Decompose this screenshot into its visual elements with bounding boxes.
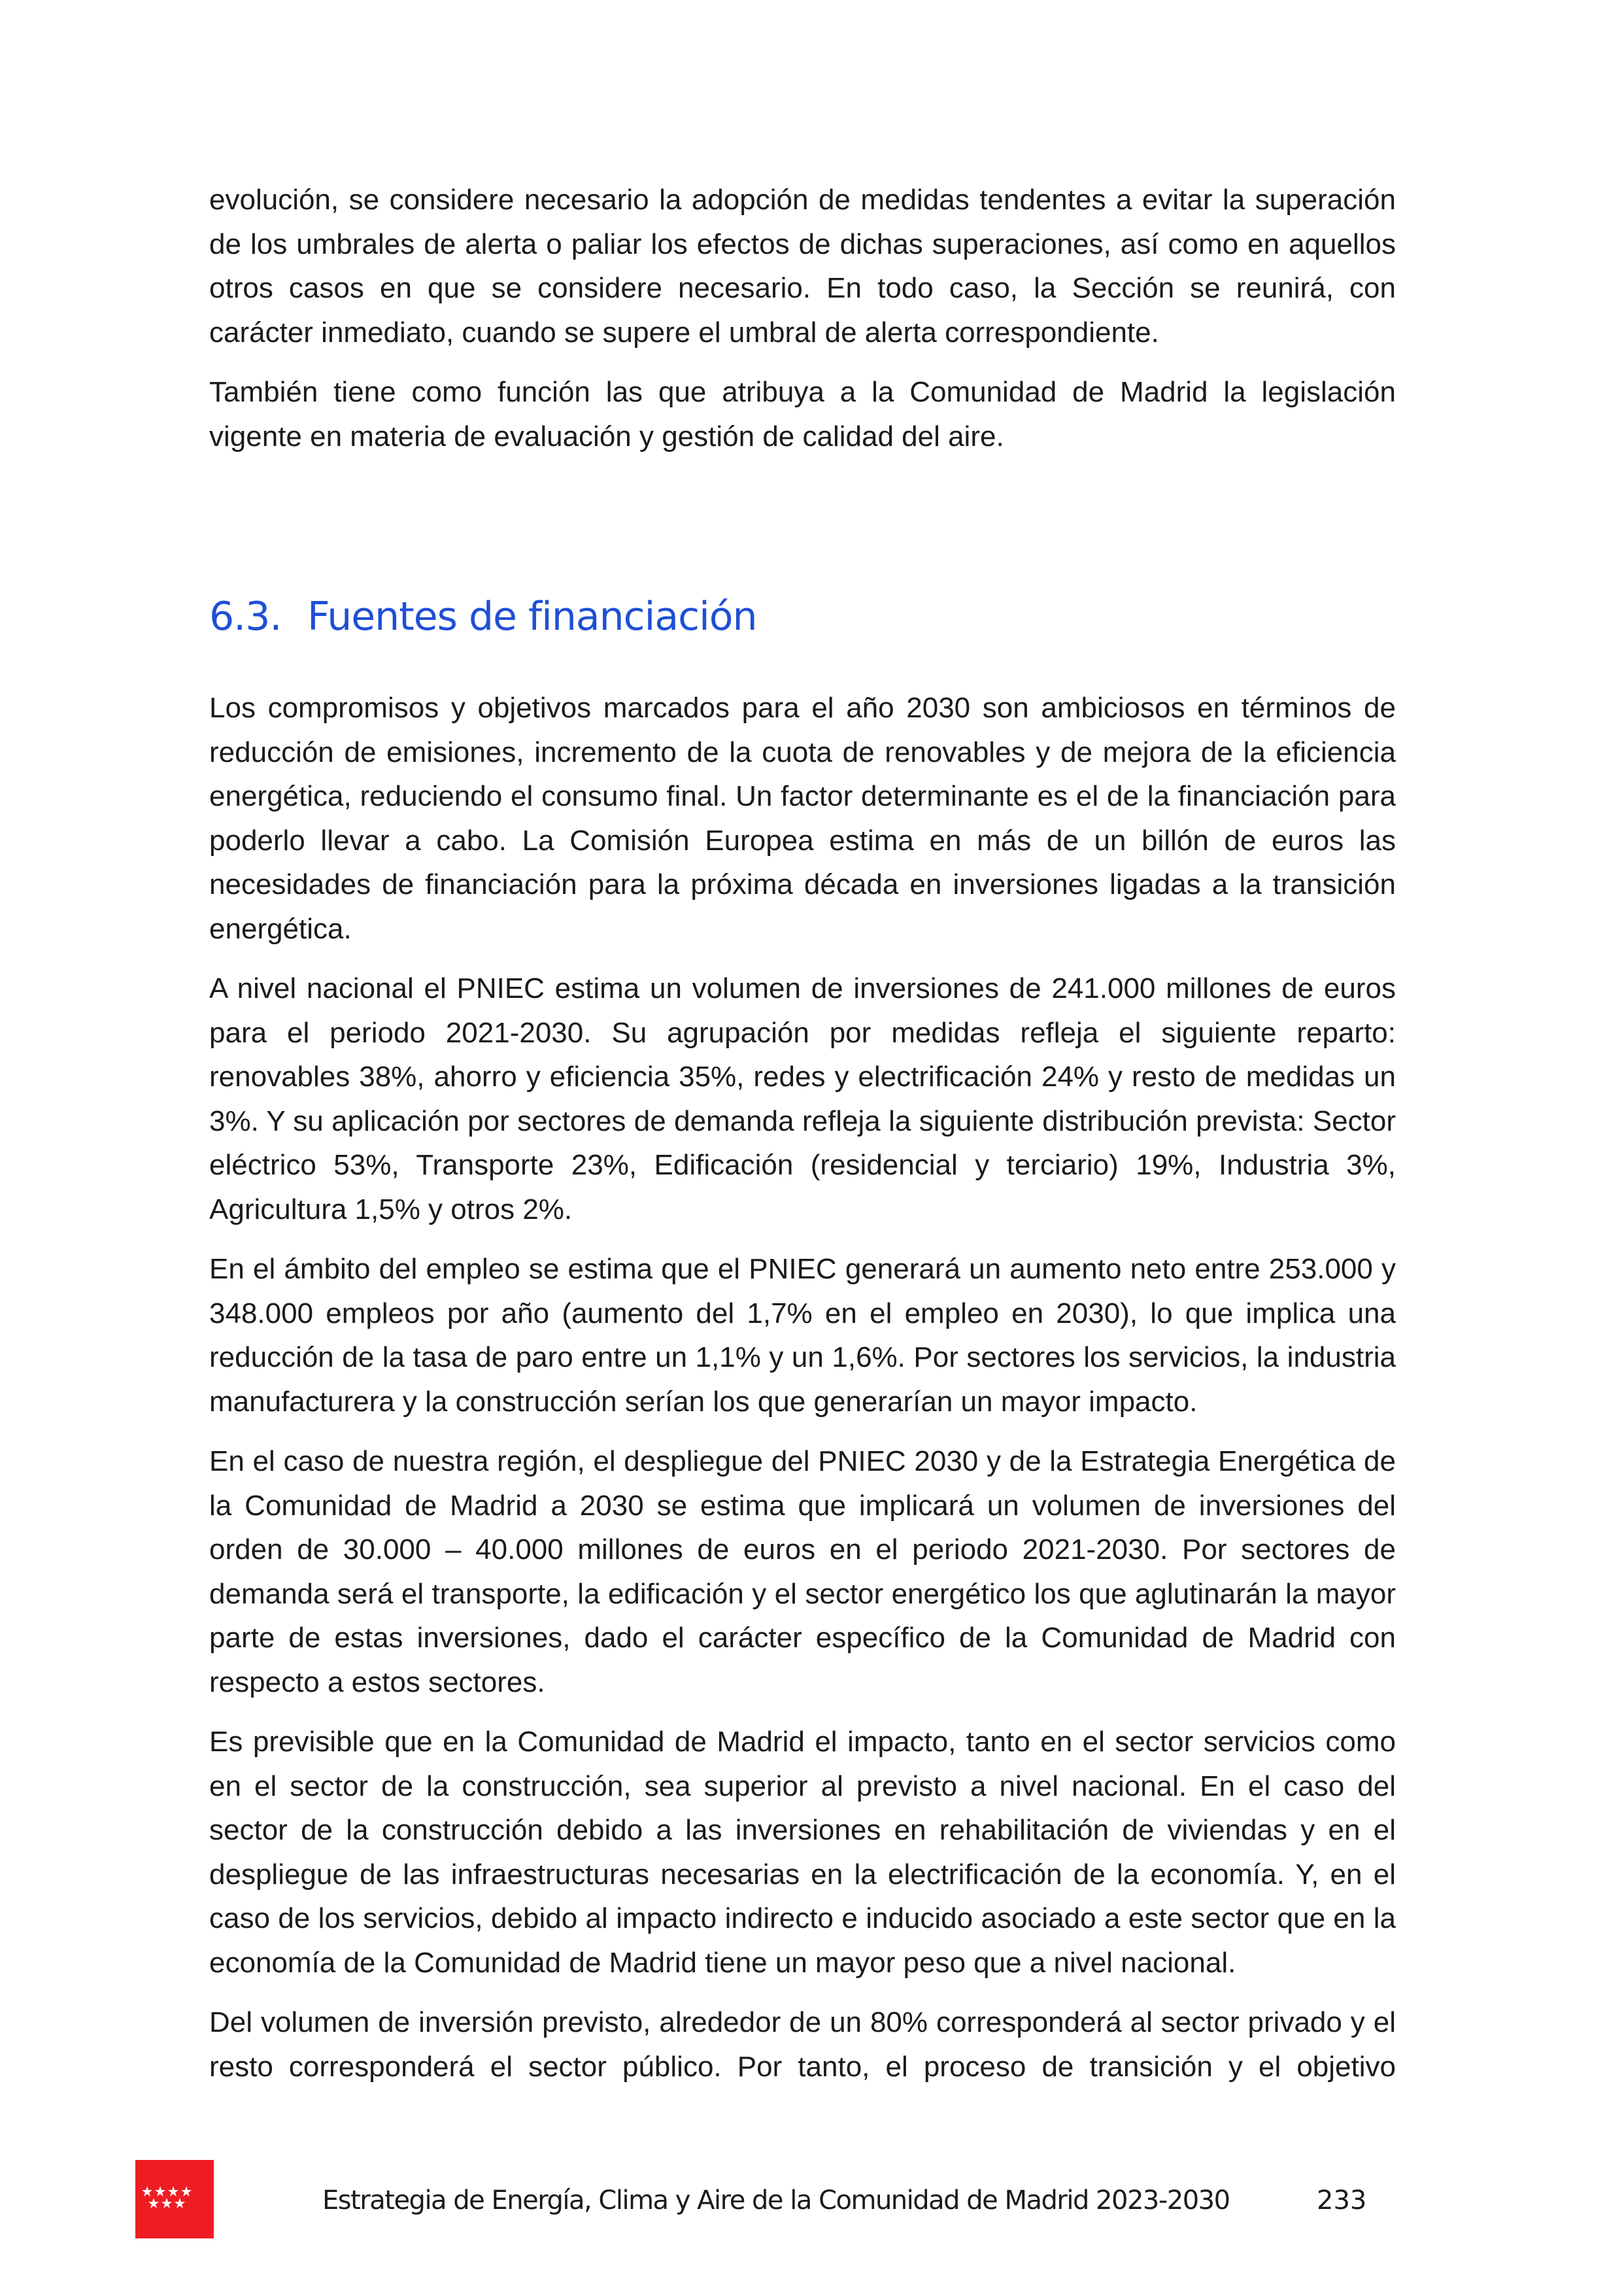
paragraph: También tiene como función las que atribuya a la Comunidad de Madrid la legislación vigente en materia de evaluación y gestión de calidad del aire.	[209, 376, 1396, 453]
paragraph: En el ámbito del empleo se estima que el PNIEC generará un aumento neto entre 253.000 y 348.000 empleos por año (aumento del 1,7% en el empleo en 2030), lo que implica una reducción de la tasa de paro entre un 1,1% y un 1,6%. Por sectores los servicios, la industria manufacturera y la construcción serían los que generarían un mayor impacto.	[209, 1253, 1396, 1418]
comunidad-madrid-logo	[135, 2160, 214, 2238]
stars-icon	[135, 2160, 214, 2238]
paragraph: evolución, se considere necesario la adopción de medidas tendentes a evitar la superación de los umbrales de alerta o paliar los efectos de dichas superaciones, así como en aquellos otros casos en que se considere necesario. En todo caso, la Sección se reunirá, con carácter inmediato, cuando se supere el umbral de alerta correspondiente.	[209, 184, 1396, 349]
section-heading	[209, 594, 1396, 640]
paragraph: Es previsible que en la Comunidad de Madrid el impacto, tanto en el sector servicios como en el sector de la construcción, sea superior al previsto a nivel nacional. En el caso del sector de la construcción debido a las inversiones en rehabilitación de viviendas y en el despliegue de las infraestructuras necesarias en la electrificación de la economía. Y, en el caso de los servicios, debido al impacto indirecto e inducido asociado a este sector que en la economía de la Comunidad de Madrid tiene un mayor peso que a nivel nacional.	[209, 1726, 1396, 1979]
section-number: 6.3.	[209, 594, 282, 640]
section-title	[209, 594, 1396, 640]
paragraph: A nivel nacional el PNIEC estima un volumen de inversiones de 241.000 millones de euros para el periodo 2021-2030. Su agrupación por medidas refleja el siguiente reparto: renovables 38%, ahorro y eficiencia 35%, redes y electrificación 24% y resto de medidas un 3%. Y su aplicación por sectores de demanda refleja la siguiente distribución prevista: Sector eléctrico 53%, Transporte 23%, Edificación (residencial y terciario) 19%, Industria 3%, Agricultura 1,5% y otros 2%.	[209, 972, 1396, 1225]
intro-text	[209, 178, 1396, 474]
footer-document-title: Estrategia de Energía, Clima y Aire de la Comunidad de Madrid 2023-2030	[322, 2185, 1230, 2216]
paragraph: Los compromisos y objetivos marcados para el año 2030 son ambiciosos en términos de reducción de emisiones, incremento de la cuota de renovables y de mejora de la eficiencia energética, reduciendo el consumo final. Un factor determinante es el de la financiación para poderlo llevar a cabo. La Comisión Europea estima en más de un billón de euros las necesidades de financiación para la próxima década en inversiones ligadas a la transición energética.	[209, 692, 1396, 945]
section-body	[209, 686, 1396, 2104]
paragraph: Del volumen de inversión previsto, alrededor de un 80% corresponderá al sector privado y el resto corresponderá el sector público. Por tanto, el proceso de transición y el objetivo	[209, 2006, 1396, 2083]
section-title-text: Fuentes de financiación	[307, 594, 757, 640]
page-number: 233	[1317, 2185, 1367, 2216]
paragraph: En el caso de nuestra región, el despliegue del PNIEC 2030 y de la Estrategia Energética de la Comunidad de Madrid a 2030 se estima que implicará un volumen de inversiones del orden de 30.000 – 40.000 millones de euros en el periodo 2021-2030. Por sectores de demanda será el transporte, la edificación y el sector energético los que aglutinarán la mayor parte de estas inversiones, dado el carácter específico de la Comunidad de Madrid con respecto a estos sectores.	[209, 1445, 1396, 1698]
